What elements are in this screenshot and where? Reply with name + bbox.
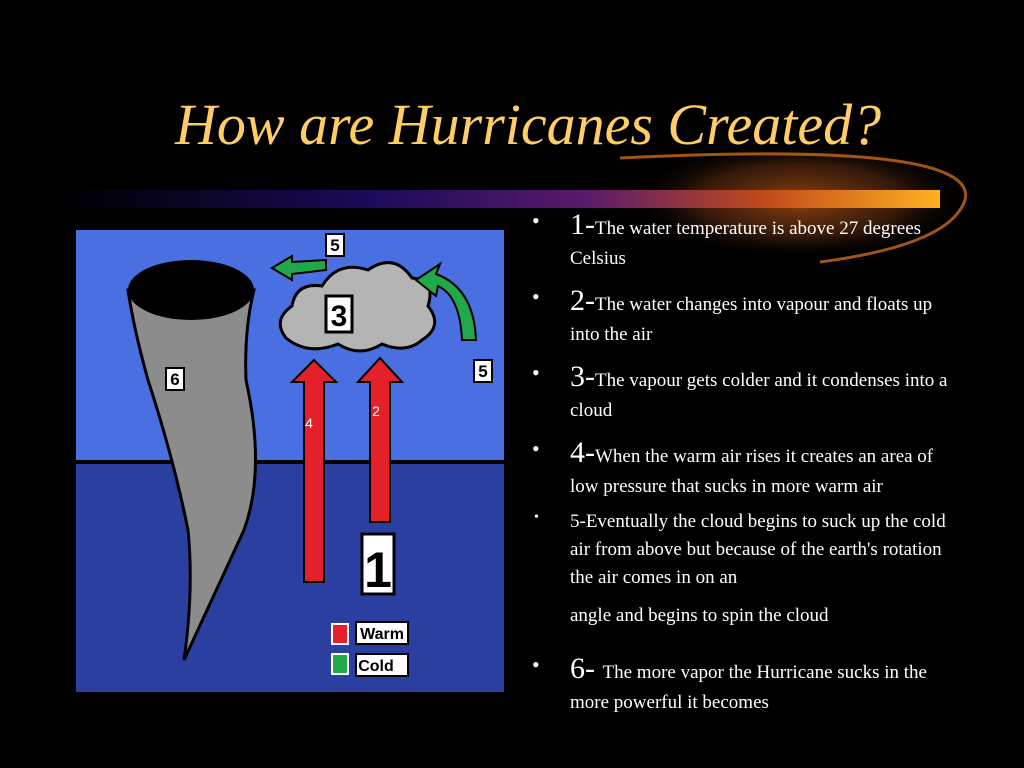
- slide-title: How are Hurricanes Created?: [175, 92, 882, 157]
- bullet-marker: •: [532, 208, 540, 233]
- label-cloud: 3: [330, 300, 348, 333]
- bullet-text: The more vapor the Hurricane sucks in the more powerful it becomes: [570, 662, 927, 713]
- tornado-top: [128, 260, 254, 320]
- bullet-marker: •: [534, 510, 539, 525]
- label-ocean: 1: [364, 542, 392, 598]
- bullet-item-5: [530, 508, 960, 592]
- bullet-text: The vapour gets colder and it condenses into a cloud: [570, 370, 948, 421]
- label-tornado: 6: [170, 370, 180, 389]
- bullet-list: [530, 208, 960, 718]
- bullet-item-2: [530, 284, 960, 350]
- hurricane-diagram: [76, 230, 504, 692]
- label-arrow-right-red: 2: [372, 403, 380, 419]
- legend-warm-label: Warm: [360, 626, 404, 643]
- bullet-text: angle and begins to spin the cloud: [570, 605, 829, 626]
- bullet-number: 6-: [570, 652, 603, 685]
- bullet-item-5-continued: [530, 602, 960, 630]
- bullet-marker: •: [532, 284, 540, 309]
- bullet-marker: •: [532, 436, 540, 461]
- label-arrow-left: 4: [305, 415, 313, 431]
- bullet-text: 5-Eventually the cloud begins to suck up the cold air from above but because of the earth's rotation the air comes in on an: [570, 511, 946, 588]
- ocean-area: [76, 462, 504, 692]
- bullet-text: When the warm air rises it creates an area of low pressure that sucks in more warm air: [570, 446, 934, 497]
- bullet-number: 1-: [570, 208, 595, 241]
- bullet-marker: •: [532, 652, 540, 677]
- bullet-number: 4-: [570, 436, 595, 469]
- legend-warm-swatch: [332, 624, 348, 644]
- bullet-text: The water temperature is above 27 degrees Celsius: [570, 218, 922, 269]
- bullet-item-1: [530, 208, 960, 274]
- bullet-item-3: [530, 360, 960, 426]
- bullet-number: 3-: [570, 360, 595, 393]
- legend-cold-swatch: [332, 654, 348, 674]
- bullet-item-6: [530, 652, 960, 718]
- bullet-number: 2-: [570, 284, 595, 317]
- bullet-item-4: [530, 436, 960, 502]
- legend-cold-label: Cold: [358, 658, 394, 675]
- bullet-text: The water changes into vapour and floats up into the air: [570, 294, 933, 345]
- label-arrow-top: 5: [330, 236, 340, 255]
- label-arrow-right: 5: [478, 362, 488, 381]
- bullet-marker: •: [532, 360, 540, 385]
